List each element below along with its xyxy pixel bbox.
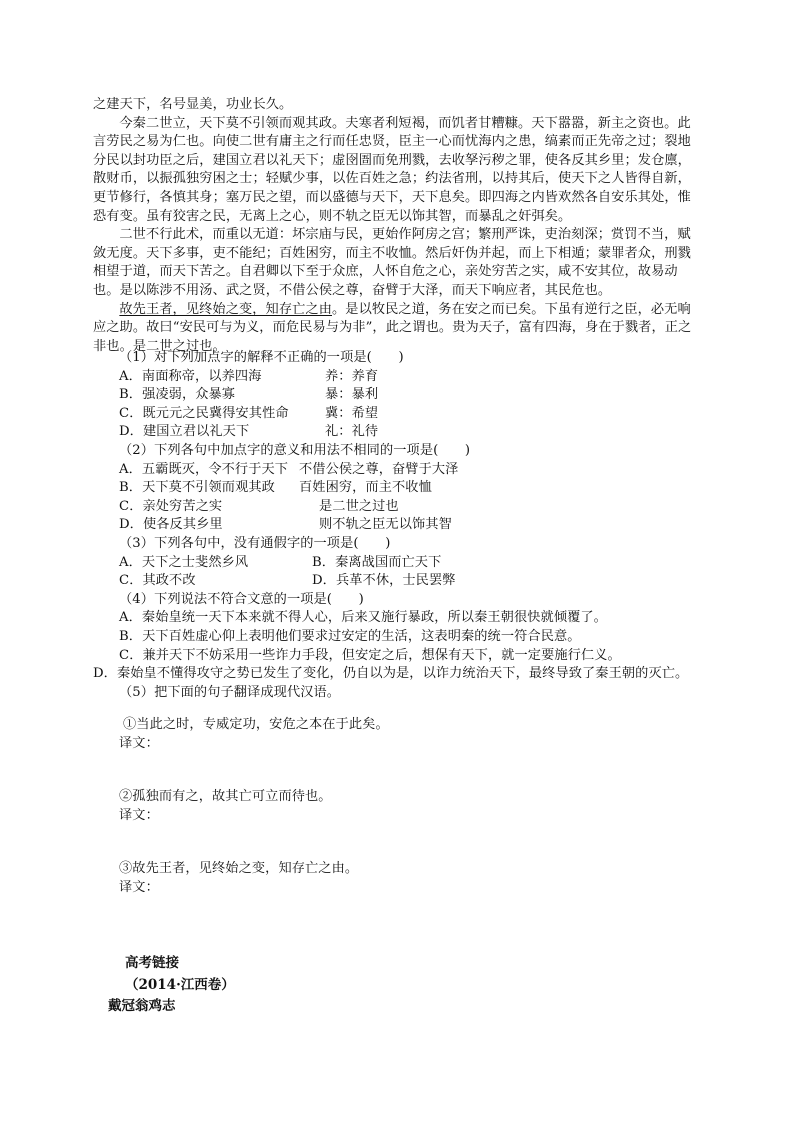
question-1-option-a[interactable]: A．南面称帝，以养四海 养：养育	[119, 368, 379, 384]
question-3-option-b[interactable]: B．秦离战国而亡天下	[312, 554, 442, 570]
translate-sentence-1: ①当此之时，专威定功，安危之本在于此矣。	[123, 717, 389, 732]
question-4-option-b[interactable]: B．天下百姓虚心仰上表明他们要求过安定的生活，这表明秦的统一符合民意。	[119, 628, 581, 644]
translation-label-1: 译文：	[119, 735, 159, 751]
translation-label-2: 译文：	[119, 807, 159, 823]
question-2-option-b[interactable]: B．天下莫不引领而观其政 百姓困穷，而主不收恤	[119, 480, 432, 496]
passage-paragraph-1: 今秦二世立，天下莫不引领而观其政。夫寒者利短褐，而饥者甘糟糠。天下嚣嚣，新主之资也。此言劳民之易为仁也。向使二世有庸主之行而任忠贤，臣主一心而忧海内之患，缟素而正先帝之过；裂地分民以封功臣之后，建国立君以礼天下；虚囹圄而免刑戮，去收孥污秽之罪，使各反其乡里；发仓廪，散财币，以振孤独穷困之士；轻赋少事，以佐百姓之急；约法省刑，以持其后，使天下之人皆得自新，更节修行，各慎其身；塞万民之望，而以盛德与天下，天下息矣。即四海之内皆欢然各自安乐其处，惟恐有变。虽有狡害之民，无离上之心，则不轨之臣无以饰其智，而暴乱之奸弭矣。	[93, 115, 691, 224]
question-3-option-d[interactable]: D．兵革不休，士民罢弊	[312, 573, 456, 589]
question-4-stem: （4）下列说法不符合文意的一项是( )	[119, 591, 364, 607]
underlined-sentence: 故先王者，见终始之变，知存亡之由	[119, 301, 332, 317]
question-2-option-c[interactable]: C．亲处穷苦之实 是二世之过也	[119, 498, 399, 514]
passage-paragraph-3-rest: 。是以牧民之道，务在安之而已矣。下虽有逆行之臣，必无响应之助。故曰“安民可与为义，而危民易与为非”，此之谓也。贵为天子，富有四海，身在于戮者，正之非也。是二世之过也。	[93, 301, 692, 354]
question-4-option-d[interactable]: D．秦始皇不懂得攻守之势已发生了变化，仍自以为是，以诈力统治天下，最终导致了秦王朝的灭亡。	[93, 666, 689, 682]
question-3-stem: （3）下列各句中，没有通假字的一项是( )	[119, 535, 391, 551]
passage-paragraph-2: 二世不行此术，而重以无道：坏宗庙与民，更始作阿房之宫；繁刑严诛，吏治刻深；赏罚不当，赋敛无度。天下多事，吏不能纪；百姓困穷，而主不收恤。然后奸伪并起，而上下相遁；蒙罪者众，刑戮相望于道，而天下苦之。自君卿以下至于众庶，人怀自危之心，亲处穷苦之实，咸不安其位，故易动也。是以陈涉不用汤、武之贤，不借公侯之尊，奋臂于大泽，而天下响应者，其民危也。	[93, 227, 691, 298]
translate-sentence-2: ②孤独而有之，故其亡可立而待也。	[119, 789, 332, 804]
question-4-option-c[interactable]: C．兼并天下不妨采用一些诈力手段，但安定之后，想保有天下，就一定要施行仁义。	[119, 647, 621, 663]
question-3-option-a[interactable]: A．天下之士斐然乡风	[119, 554, 249, 570]
question-3-options-ab[interactable]	[93, 554, 703, 573]
question-2-option-a[interactable]: A．五霸既灭，令不行于天下 不借公侯之尊，奋臂于大泽	[119, 461, 459, 477]
translation-block-1	[93, 716, 703, 753]
exam-link-source: （2014·江西卷）	[125, 977, 235, 993]
questions	[93, 349, 703, 702]
question-3-options-cd[interactable]	[93, 572, 703, 591]
question-1-option-c[interactable]: C．既元元之民冀得安其性命 冀：希望	[119, 405, 379, 421]
question-2-stem: （2）下列各句中加点字的意义和用法不相同的一项是( )	[119, 442, 471, 458]
exam-link-article-title: 戴冠翁鸡志	[108, 998, 176, 1014]
question-5-stem: （5）把下面的句子翻译成现代汉语。	[119, 684, 341, 700]
question-1-option-d[interactable]: D．建国立君以礼天下 礼：礼待	[119, 424, 379, 440]
question-2-option-d[interactable]: D．使各反其乡里 则不轨之臣无以饰其智	[119, 517, 452, 533]
question-1-option-b[interactable]: B．强凌弱，众暴寡 暴：暴利	[119, 387, 379, 403]
passage	[93, 96, 703, 356]
translation-block-2	[93, 788, 703, 825]
exam-link-title: 高考链接	[125, 955, 179, 971]
question-1-stem: （1）对下列加点字的解释不正确的一项是( )	[119, 350, 404, 365]
question-4-option-a[interactable]: A．秦始皇统一天下本来就不得人心，后来又施行暴政，所以秦王朝很快就倾覆了。	[119, 610, 607, 626]
translate-sentence-3: ③故先王者，见终始之变，知存亡之由。	[119, 861, 359, 876]
translation-label-3: 译文：	[119, 879, 159, 895]
translation-block-3	[93, 860, 703, 897]
passage-paragraph-3	[93, 301, 703, 357]
passage-line-0: 之建天下，名号显美，功业长久。	[93, 97, 293, 112]
question-3-option-c[interactable]: C．其政不改	[119, 573, 196, 589]
